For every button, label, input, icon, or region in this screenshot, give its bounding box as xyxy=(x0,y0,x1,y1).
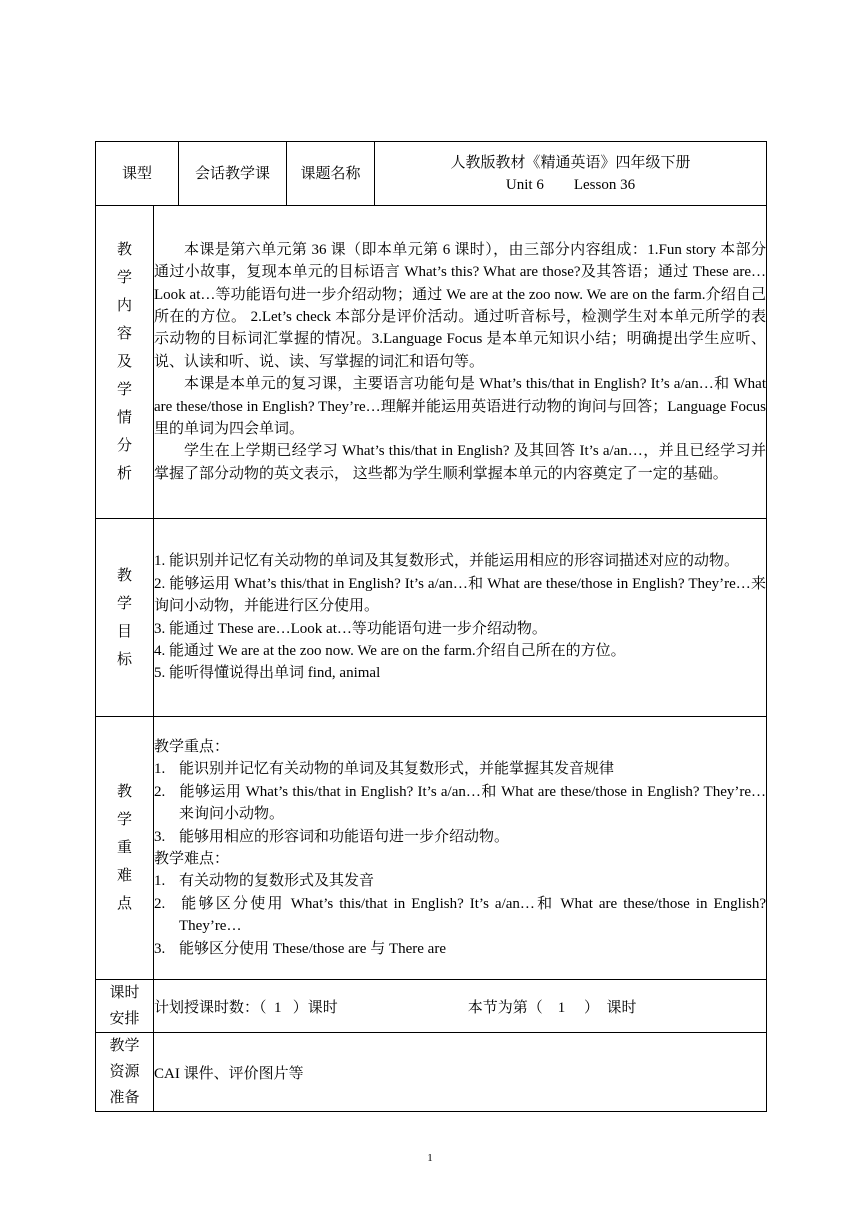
key-points-label: 教 学 重 难 点 xyxy=(96,717,154,980)
difficult-item: 2. 能够区分使用 What’s this/that in English? It’s a/an…和 What are these/those in English? They’re… xyxy=(154,895,767,935)
planned-hours: 计划授课时数：（ 1 ）课时 xyxy=(154,999,338,1016)
topic-lesson: Lesson 36 xyxy=(573,176,636,193)
goal-item: 2. 能够运用 What’s this/that in English? It’s a/an…和 What are these/those in English? They’re…来询问小动物，并能进行区分使用。 xyxy=(154,575,767,615)
resources-label: 教学 资源 准备 xyxy=(96,1033,154,1112)
goal-item: 3. 能通过 These are…Look at…等功能语句进一步介绍动物。 xyxy=(154,620,547,637)
key-item: 1. 能识别并记忆有关动物的单词及其复数形式，并能掌握其发音规律 xyxy=(154,761,615,778)
resources-row xyxy=(96,1033,767,1112)
schedule-row xyxy=(96,980,767,1033)
type-value: 会话教学课 xyxy=(179,142,287,206)
topic-title xyxy=(375,142,767,206)
teaching-goals-text xyxy=(154,519,767,717)
difficult-item: 3. 能够区分使用 These/those are 与 There are xyxy=(154,940,446,957)
key-points-text xyxy=(154,717,767,980)
topic-line1: 人教版教材《精通英语》四年级下册 xyxy=(450,154,691,171)
content-paragraph: 本课是第六单元第 36 课（即本单元第 6 课时），由三部分内容组成：1.Fun story 本部分通过小故事，复现本单元的目标语言 What’s this? What are those?及其答语；通过 These are…Look at…等功能语句进一步介绍动物；通过 We are at the zoo now. We are on the farm.介绍自己所在的方位。 2.Let’s check 本部分是评价活动。通过听音标号，检测学生对本单元所学的表示动物的目标词汇掌握的情况。3.Language Focus 是本单元知识小结；明确提出学生应听、说、认读和听、说、读、写掌握的词汇和语句等。 xyxy=(154,241,767,370)
goal-item: 4. 能通过 We are at the zoo now. We are on the farm.介绍自己所在的方位。 xyxy=(154,642,626,659)
teaching-goals-row xyxy=(96,519,767,717)
schedule-text xyxy=(154,980,767,1033)
difficult-heading: 教学难点： xyxy=(154,851,230,867)
key-heading: 教学重点： xyxy=(154,738,230,755)
key-item: 3. 能够用相应的形容词和功能语句进一步介绍动物。 xyxy=(154,828,510,845)
lesson-plan-table xyxy=(95,141,767,1112)
content-analysis-row xyxy=(96,206,767,519)
content-analysis-label: 教 学 内 容 及 学 情 分 析 xyxy=(96,206,154,519)
type-label: 课型 xyxy=(96,142,179,206)
topic-unit: Unit 6 xyxy=(505,176,544,193)
current-hour: 本节为第（ 1 ） 课时 xyxy=(467,999,637,1016)
content-paragraph: 本课是本单元的复习课，主要语言功能句是 What’s this/that in English? It’s a/an…和 What are these/those in English? They’re…理解并能运用英语进行动物的询问与回答；Language Focus 里的单词为四会单词。 xyxy=(154,376,767,438)
topic-label: 课题名称 xyxy=(287,142,375,206)
key-item: 2. 能够运用 What’s this/that in English? It’s a/an…和 What are these/those in English? They’re…来询问小动物。 xyxy=(154,783,767,823)
content-paragraph: 学生在上学期已经学习 What’s this/that in English? 及其回答 It’s a/an…，并且已经学习并掌握了部分动物的英文表示， 这些都为学生顺利掌握本单元的内容奠定了一定的基础。 xyxy=(154,443,767,482)
topic-line2 xyxy=(375,174,766,196)
goal-item: 5. 能听得懂说得出单词 find, animal xyxy=(154,665,381,682)
key-points-row xyxy=(96,717,767,980)
header-row xyxy=(96,142,767,206)
page-number: 1 xyxy=(427,1152,433,1164)
teaching-goals-label: 教 学 目 标 xyxy=(96,519,154,717)
content-analysis-text xyxy=(154,206,767,519)
goal-item: 1. 能识别并记忆有关动物的单词及其复数形式，并能运用相应的形容词描述对应的动物。 xyxy=(154,553,740,570)
schedule-label: 课时 安排 xyxy=(96,980,154,1033)
difficult-item: 1. 有关动物的复数形式及其发音 xyxy=(154,873,375,890)
resources-text: CAI 课件、评价图片等 xyxy=(154,1033,767,1112)
